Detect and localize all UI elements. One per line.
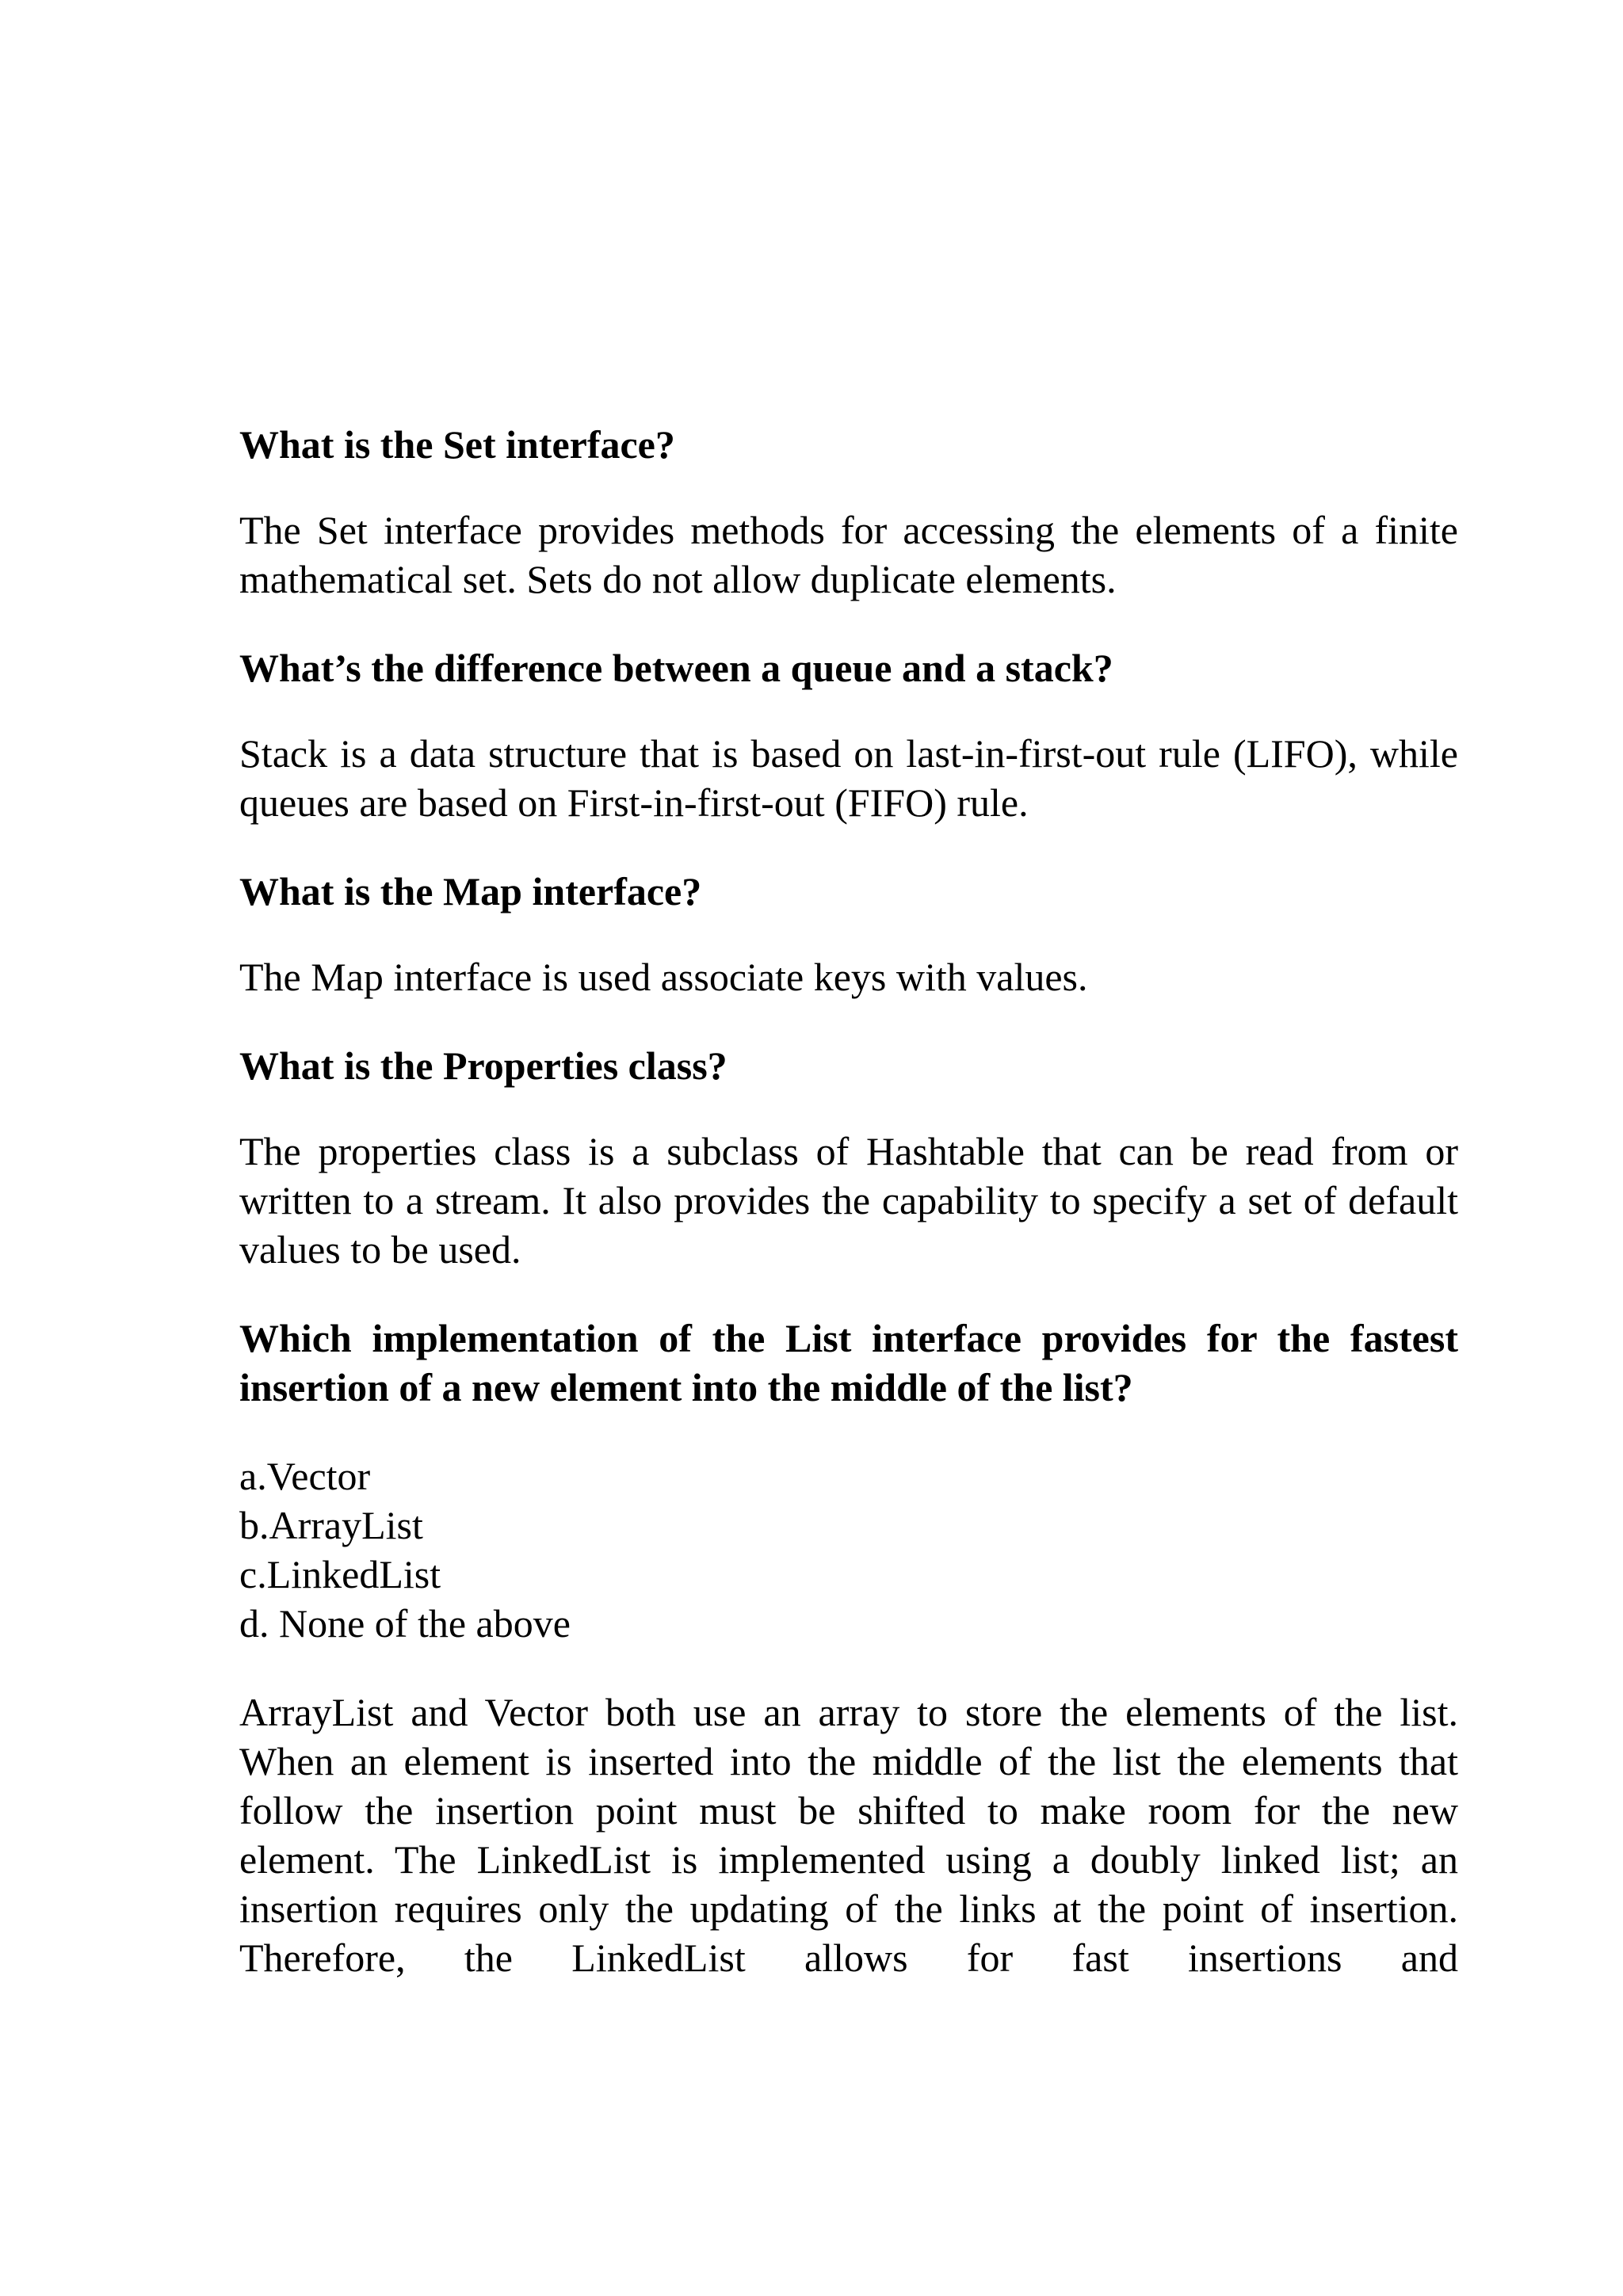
question-queue-vs-stack: What’s the difference between a queue and a stack?	[239, 646, 1113, 690]
question-list-implementation: Which implementation of the List interface provides for the fastest insertion of a new element into the middle of the list?	[239, 1316, 1458, 1409]
answer-set-interface: The Set interface provides methods for accessing the elements of a finite mathematical set. Sets do not allow duplicate elements.	[239, 508, 1458, 601]
answer-queue-vs-stack: Stack is a data structure that is based on last-in-first-out rule (LIFO), while queues are based on First-in-first-out (FIFO) rule.	[239, 731, 1458, 825]
option-c: c.LinkedList	[239, 1552, 441, 1596]
option-b: b.ArrayList	[239, 1503, 423, 1547]
option-d: d. None of the above	[239, 1601, 571, 1646]
option-a: a.Vector	[239, 1454, 371, 1498]
answer-properties-class: The properties class is a subclass of Hashtable that can be read from or written to a stream. It also provides the capability to specify a set of default values to be used.	[239, 1129, 1458, 1272]
answer-options	[239, 1451, 1458, 1648]
document-page	[239, 420, 1458, 1982]
question-properties-class: What is the Properties class?	[239, 1043, 727, 1088]
question-set-interface: What is the Set interface?	[239, 422, 675, 467]
answer-map-interface: The Map interface is used associate keys with values.	[239, 955, 1088, 999]
question-map-interface: What is the Map interface?	[239, 869, 702, 913]
answer-list-implementation: ArrayList and Vector both use an array to store the elements of the list. When an element is inserted into the middle of the list the elements that follow the insertion point must be shifted to make room for the new element. The LinkedList is implemented using a doubly linked list; an insertion requires only the updating of the links at the point of insertion. Therefore, the LinkedList allows for fast insertions and	[239, 1690, 1458, 1980]
